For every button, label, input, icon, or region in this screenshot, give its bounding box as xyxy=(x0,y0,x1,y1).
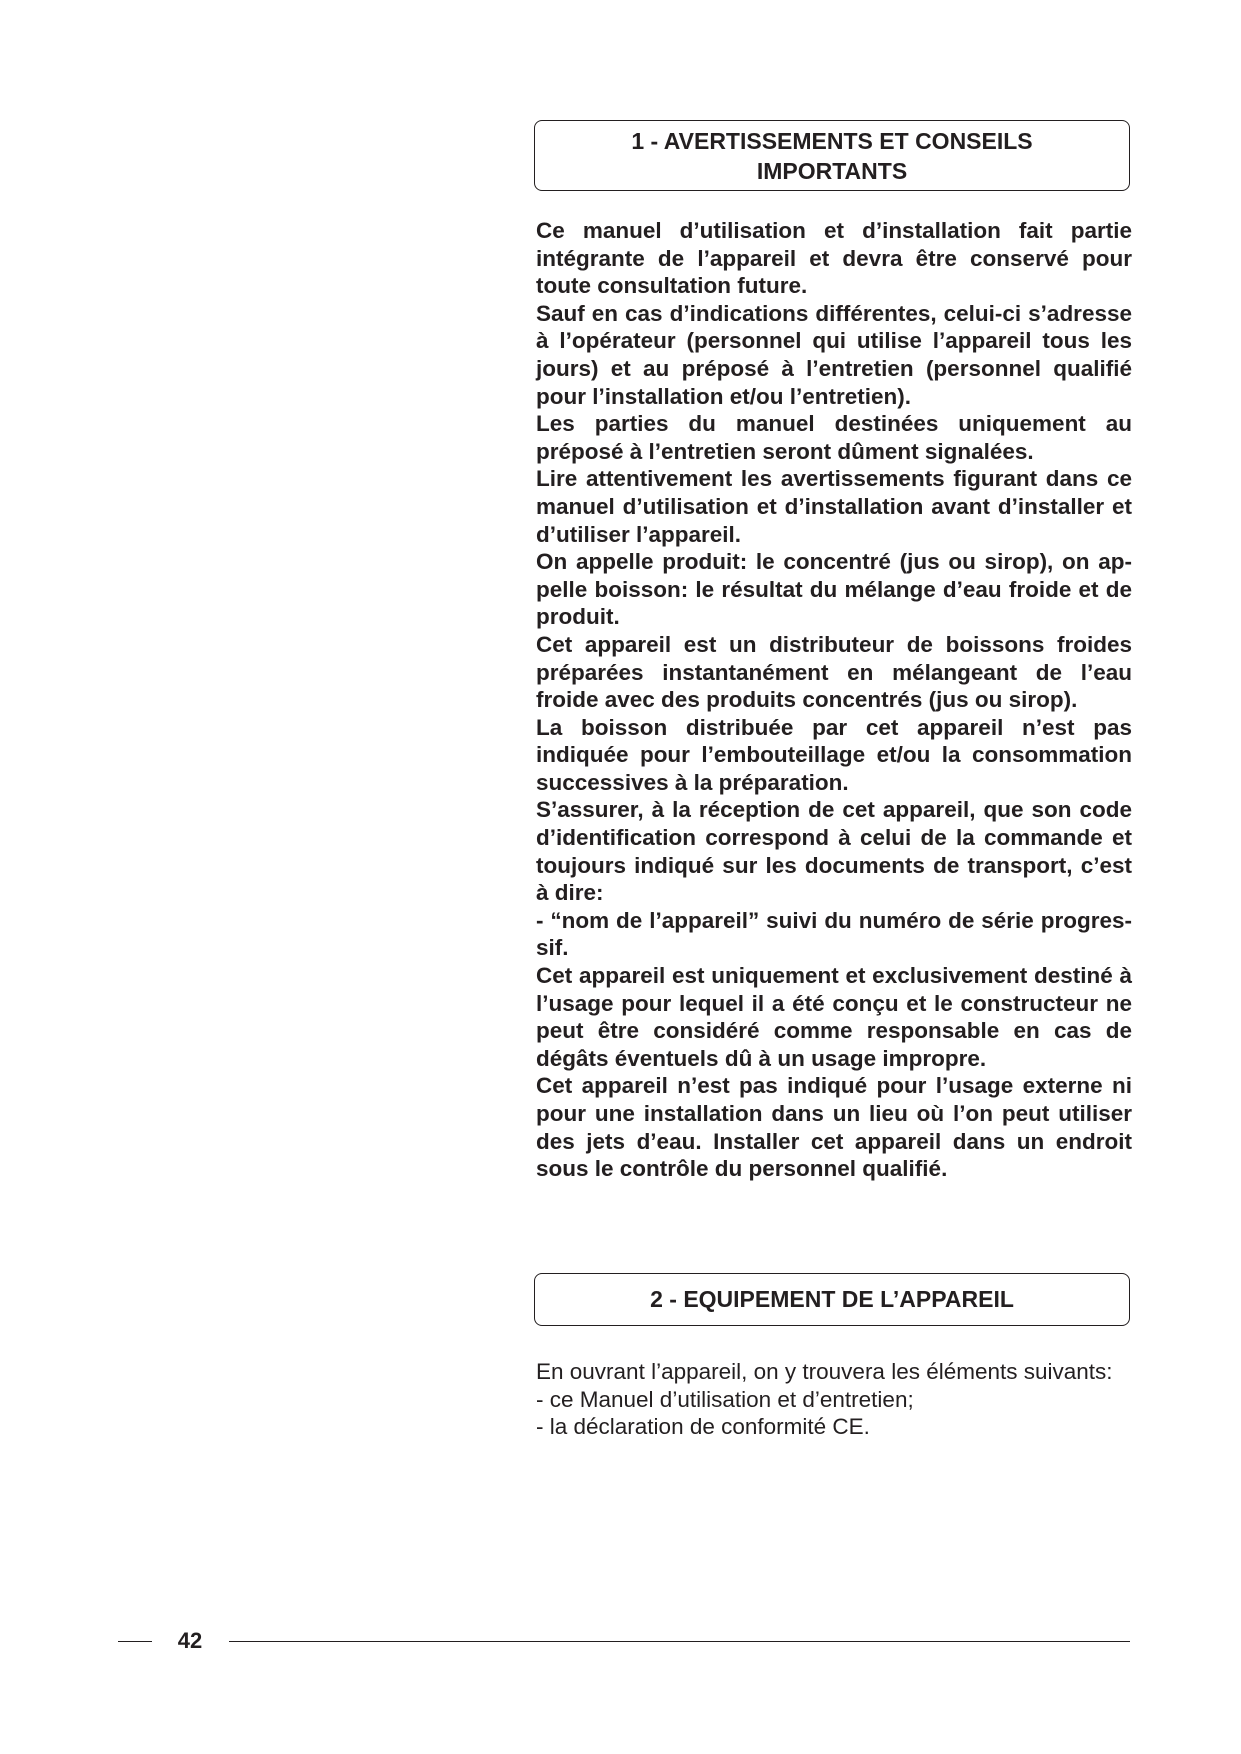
footer-rule-left xyxy=(118,1641,152,1642)
paragraph: Les parties du manuel destinées uniquement au préposé à l’entretien seront dûment signalées. xyxy=(536,411,1132,464)
paragraph: Cet appareil n’est pas indiqué pour l’usage externe ni pour une installation dans un lieu où l’on peut utiliser des jets d’eau. Installer cet appareil dans un endroit sous le contrôle du personnel qualifié. xyxy=(536,1073,1132,1182)
paragraph: Ce manuel d’utilisation et d’installation fait partie intégrante de l’appareil et devra être conservé pour toute consultation future. xyxy=(536,218,1132,299)
paragraph: S’assurer, à la réception de cet appareil, que son code d’identification correspond à celui de la commande et toujours indiqué sur les documents de transport, c’est à dire: xyxy=(536,797,1132,906)
paragraph: Lire attentivement les avertissements figurant dans ce manuel d’utilisation et d’installation avant d’installer et d’utiliser l’appareil. xyxy=(536,466,1132,547)
paragraph: La boisson distribuée par cet appareil n’est pas indiquée pour l’embouteillage et/ou la consommation successives à la préparation. xyxy=(536,714,1132,795)
page-number: 42 xyxy=(177,1628,203,1653)
section-2-heading: 2 - EQUIPEMENT DE L’APPAREIL xyxy=(650,1286,1014,1312)
footer-rule-right xyxy=(229,1641,1130,1642)
section-2-line: - ce Manuel d’utilisation et d’entretien; xyxy=(536,1386,914,1412)
section-1-body xyxy=(536,217,1132,1183)
section-2-heading-box xyxy=(534,1273,1130,1326)
section-1-heading-line-2: IMPORTANTS xyxy=(756,158,908,184)
section-1-heading-box xyxy=(534,120,1130,191)
section-2-line: En ouvrant l’appareil, on y trouvera les éléments suivants: xyxy=(536,1359,1113,1384)
section-1-heading-line-1: 1 - AVERTISSEMENTS ET CONSEILS xyxy=(631,128,1033,154)
paragraph: - “nom de l’appareil” suivi du numéro de série progressif. xyxy=(536,907,1132,961)
paragraph: Sauf en cas d’indications différentes, celui-ci s’adresse à l’opérateur (personnel qui utilise l’appareil tous les jours) et au préposé à l’entretien (personnel qualifié pour l’installation et/ou l’entretien). xyxy=(536,300,1132,409)
paragraph: Cet appareil est uniquement et exclusivement destiné à l’usage pour lequel il a été conçu et le constructeur ne peut être considéré comme responsable en cas de dégâts éventuels dû à un usage impropre. xyxy=(536,963,1132,1071)
section-2-line: - la déclaration de conformité CE. xyxy=(536,1414,870,1440)
paragraph: Cet appareil est un distributeur de boissons froides préparées instantanément en mélangeant de l’eau froide avec des produits concentrés (jus ou sirop). xyxy=(536,631,1132,713)
section-2-body xyxy=(536,1358,1132,1441)
paragraph: On appelle produit: le concentré (jus ou sirop), on appelle boisson: le résultat du mélange d’eau froide et de produit. xyxy=(536,549,1132,630)
